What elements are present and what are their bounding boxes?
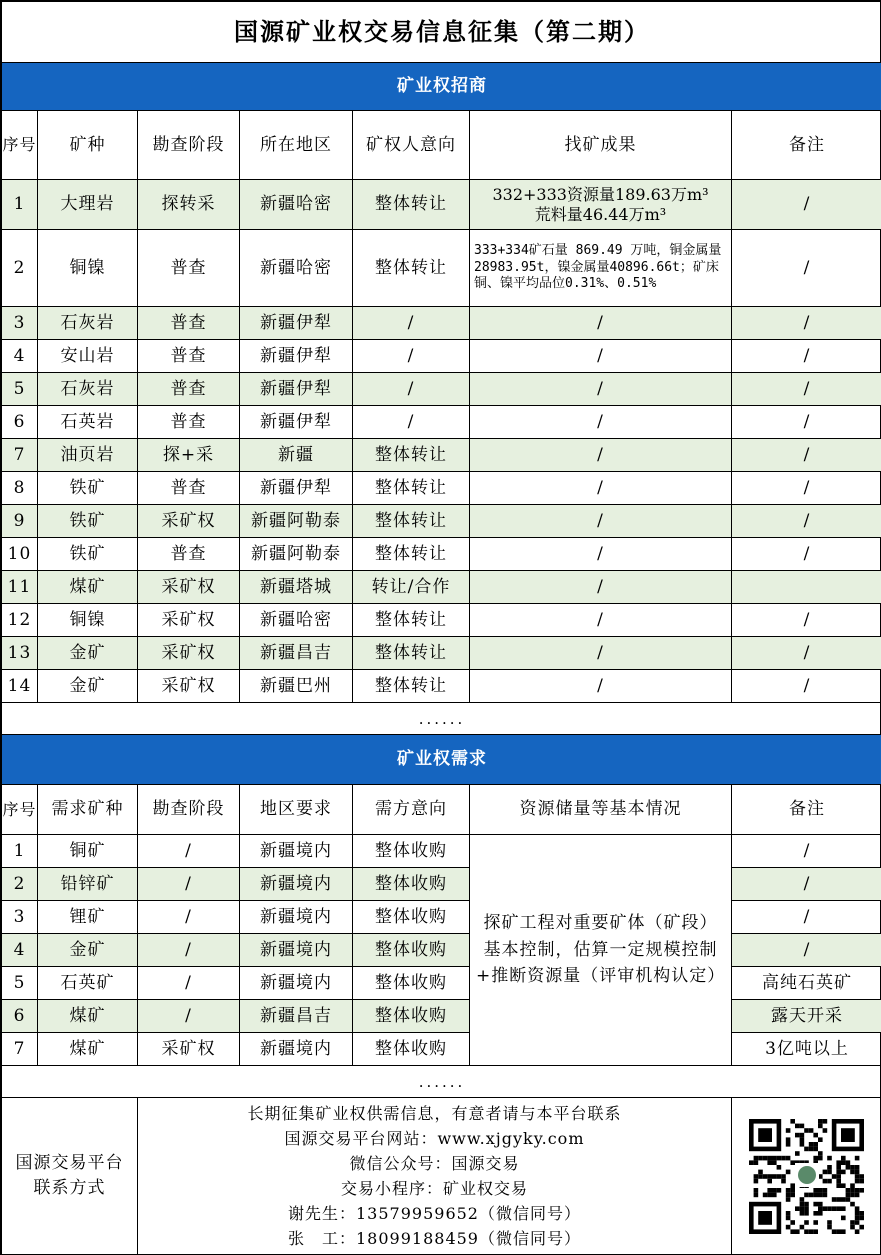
cell-result: / bbox=[470, 571, 732, 604]
cell-result: / bbox=[470, 670, 732, 703]
cell-region: 新疆哈密 bbox=[240, 604, 353, 637]
cell-stage: 采矿权 bbox=[138, 604, 240, 637]
cell-region: 新疆昌吉 bbox=[240, 1000, 353, 1033]
cell-note: / bbox=[732, 439, 881, 472]
cell-result: / bbox=[470, 373, 732, 406]
cell-note: / bbox=[732, 934, 881, 967]
cell-note: / bbox=[732, 835, 881, 868]
cell-mineral: 煤矿 bbox=[38, 1033, 138, 1066]
header-mineral: 矿种 bbox=[38, 111, 138, 180]
header-no: 序号 bbox=[2, 785, 38, 835]
cell-no: 6 bbox=[2, 1000, 38, 1033]
cell-no: 5 bbox=[2, 967, 38, 1000]
cell-mineral: 安山岩 bbox=[38, 340, 138, 373]
cell-note bbox=[732, 571, 881, 604]
cell-result: / bbox=[470, 340, 732, 373]
table-row bbox=[2, 505, 881, 538]
cell-mineral: 煤矿 bbox=[38, 1000, 138, 1033]
table-row bbox=[2, 180, 881, 230]
cell-no: 5 bbox=[2, 373, 38, 406]
header-result: 找矿成果 bbox=[470, 111, 732, 180]
table-row bbox=[2, 472, 881, 505]
cell-intent: / bbox=[353, 373, 470, 406]
cell-note: / bbox=[732, 340, 881, 373]
cell-region: 新疆阿勒泰 bbox=[240, 505, 353, 538]
qr-cell bbox=[732, 1098, 881, 1255]
cell-stage: / bbox=[138, 835, 240, 868]
cell-mineral: 油页岩 bbox=[38, 439, 138, 472]
table-row bbox=[2, 604, 881, 637]
contact-info bbox=[138, 1098, 732, 1255]
cell-result: / bbox=[470, 472, 732, 505]
cell-note: 高纯石英矿 bbox=[732, 967, 881, 1000]
cell-no: 1 bbox=[2, 180, 38, 230]
cell-note: / bbox=[732, 180, 881, 230]
header-mineral: 需求矿种 bbox=[38, 785, 138, 835]
cell-intent: 整体转让 bbox=[353, 472, 470, 505]
cell-result: / bbox=[470, 637, 732, 670]
cell-mineral: 金矿 bbox=[38, 637, 138, 670]
cell-note: / bbox=[732, 901, 881, 934]
cell-stage: 普查 bbox=[138, 307, 240, 340]
cell-result: / bbox=[470, 604, 732, 637]
contact-website[interactable]: 国源交易平台网站：www.xjgyky.com bbox=[284, 1129, 585, 1148]
cell-no: 7 bbox=[2, 1033, 38, 1066]
cell-intent: 整体转让 bbox=[353, 538, 470, 571]
cell-mineral: 大理岩 bbox=[38, 180, 138, 230]
cell-stage: 普查 bbox=[138, 340, 240, 373]
cell-stage: 采矿权 bbox=[138, 670, 240, 703]
cell-intent: 整体转让 bbox=[353, 439, 470, 472]
cell-no: 11 bbox=[2, 571, 38, 604]
cell-region: 新疆境内 bbox=[240, 934, 353, 967]
header-info: 资源储量等基本情况 bbox=[470, 785, 732, 835]
cell-intent: 整体收购 bbox=[353, 901, 470, 934]
table-row bbox=[2, 934, 881, 967]
table-row bbox=[2, 670, 881, 703]
cell-stage: 采矿权 bbox=[138, 571, 240, 604]
cell-intent: 整体转让 bbox=[353, 637, 470, 670]
cell-note: / bbox=[732, 670, 881, 703]
cell-note: / bbox=[732, 868, 881, 901]
cell-result: / bbox=[470, 439, 732, 472]
cell-region: 新疆伊犁 bbox=[240, 373, 353, 406]
cell-stage: 普查 bbox=[138, 373, 240, 406]
contact-phone-xie: 谢先生：13579959652（微信同号） bbox=[288, 1204, 581, 1223]
header-stage: 勘查阶段 bbox=[138, 785, 240, 835]
cell-no: 4 bbox=[2, 934, 38, 967]
cell-result: 332+333资源量189.63万m³ 荒料量46.44万m³ bbox=[470, 180, 732, 230]
cell-result: 333+334矿石量 869.49 万吨，铜金属量28983.95t，镍金属量40896.66t；矿床铜、镍平均品位0.31%、0.51% bbox=[470, 230, 732, 307]
cell-note: / bbox=[732, 406, 881, 439]
cell-intent: / bbox=[353, 340, 470, 373]
table-row bbox=[2, 340, 881, 373]
cell-stage: / bbox=[138, 1000, 240, 1033]
table-row bbox=[2, 439, 881, 472]
contact-line: 长期征集矿业权供需信息，有意者请与本平台联系 bbox=[247, 1104, 622, 1123]
cell-region: 新疆境内 bbox=[240, 868, 353, 901]
cell-intent: 整体转让 bbox=[353, 505, 470, 538]
cell-intent: / bbox=[353, 307, 470, 340]
cell-mineral: 铁矿 bbox=[38, 472, 138, 505]
cell-intent: 整体转让 bbox=[353, 230, 470, 307]
cell-mineral: 铁矿 bbox=[38, 505, 138, 538]
table-row bbox=[2, 571, 881, 604]
cell-no: 2 bbox=[2, 230, 38, 307]
cell-mineral: 石灰岩 bbox=[38, 307, 138, 340]
cell-intent: 整体收购 bbox=[353, 1000, 470, 1033]
ellipsis-row: ...... bbox=[2, 1066, 881, 1098]
header-no: 序号 bbox=[2, 111, 38, 180]
cell-region: 新疆哈密 bbox=[240, 230, 353, 307]
cell-intent: 整体转让 bbox=[353, 604, 470, 637]
contact-label: 国源交易平台联系方式 bbox=[2, 1098, 138, 1255]
cell-mineral: 铁矿 bbox=[38, 538, 138, 571]
cell-no: 3 bbox=[2, 901, 38, 934]
header-note: 备注 bbox=[732, 111, 881, 180]
cell-region: 新疆伊犁 bbox=[240, 307, 353, 340]
cell-note: / bbox=[732, 505, 881, 538]
cell-no: 14 bbox=[2, 670, 38, 703]
cell-note: / bbox=[732, 373, 881, 406]
cell-region: 新疆巴州 bbox=[240, 670, 353, 703]
cell-intent: 转让/合作 bbox=[353, 571, 470, 604]
cell-stage: 采矿权 bbox=[138, 1033, 240, 1066]
header-intent: 需方意向 bbox=[353, 785, 470, 835]
cell-no: 3 bbox=[2, 307, 38, 340]
header-intent: 矿权人意向 bbox=[353, 111, 470, 180]
cell-mineral: 石英矿 bbox=[38, 967, 138, 1000]
cell-no: 2 bbox=[2, 868, 38, 901]
cell-mineral: 石灰岩 bbox=[38, 373, 138, 406]
section-band-demand: 矿业权需求 bbox=[2, 735, 881, 785]
cell-region: 新疆境内 bbox=[240, 1033, 353, 1066]
contact-wechat: 微信公众号：国源交易 bbox=[349, 1154, 520, 1173]
cell-note: / bbox=[732, 538, 881, 571]
table-row bbox=[2, 373, 881, 406]
cell-note: / bbox=[732, 472, 881, 505]
cell-stage: / bbox=[138, 868, 240, 901]
cell-no: 9 bbox=[2, 505, 38, 538]
cell-mineral: 金矿 bbox=[38, 934, 138, 967]
cell-intent: 整体收购 bbox=[353, 967, 470, 1000]
cell-no: 6 bbox=[2, 406, 38, 439]
cell-region: 新疆阿勒泰 bbox=[240, 538, 353, 571]
cell-result: / bbox=[470, 505, 732, 538]
table-row bbox=[2, 538, 881, 571]
table-row bbox=[2, 307, 881, 340]
cell-region: 新疆境内 bbox=[240, 901, 353, 934]
cell-region: 新疆伊犁 bbox=[240, 340, 353, 373]
ellipsis-row: ...... bbox=[2, 703, 881, 735]
cell-stage: 采矿权 bbox=[138, 637, 240, 670]
cell-region: 新疆伊犁 bbox=[240, 406, 353, 439]
table-row bbox=[2, 637, 881, 670]
table-row bbox=[2, 1033, 881, 1066]
cell-result: / bbox=[470, 406, 732, 439]
cell-note: / bbox=[732, 604, 881, 637]
cell-stage: / bbox=[138, 934, 240, 967]
qr-code-icon[interactable] bbox=[743, 1117, 871, 1235]
cell-mineral: 铜镍 bbox=[38, 230, 138, 307]
header-region: 所在地区 bbox=[240, 111, 353, 180]
cell-intent: 整体转让 bbox=[353, 180, 470, 230]
cell-region: 新疆昌吉 bbox=[240, 637, 353, 670]
cell-no: 1 bbox=[2, 835, 38, 868]
cell-mineral: 锂矿 bbox=[38, 901, 138, 934]
cell-intent: 整体收购 bbox=[353, 934, 470, 967]
cell-stage: 普查 bbox=[138, 406, 240, 439]
cell-stage: 采矿权 bbox=[138, 505, 240, 538]
table-row bbox=[2, 835, 881, 868]
cell-stage: 探转采 bbox=[138, 180, 240, 230]
cell-stage: 探+采 bbox=[138, 439, 240, 472]
contact-phone-zhang: 张 工：18099188459（微信同号） bbox=[288, 1229, 581, 1248]
cell-mineral: 煤矿 bbox=[38, 571, 138, 604]
cell-stage: 普查 bbox=[138, 230, 240, 307]
cell-no: 4 bbox=[2, 340, 38, 373]
page-title: 国源矿业权交易信息征集（第二期） bbox=[2, 2, 881, 63]
cell-stage: 普查 bbox=[138, 538, 240, 571]
cell-mineral: 铜矿 bbox=[38, 835, 138, 868]
cell-no: 10 bbox=[2, 538, 38, 571]
cell-region: 新疆哈密 bbox=[240, 180, 353, 230]
shared-info-cell: 探矿工程对重要矿体（矿段）基本控制，估算一定规模控制+推断资源量（评审机构认定） bbox=[470, 835, 732, 1066]
cell-intent: 整体收购 bbox=[353, 835, 470, 868]
cell-note: / bbox=[732, 637, 881, 670]
table-row bbox=[2, 406, 881, 439]
cell-no: 7 bbox=[2, 439, 38, 472]
header-region: 地区要求 bbox=[240, 785, 353, 835]
cell-note: 露天开采 bbox=[732, 1000, 881, 1033]
cell-intent: 整体收购 bbox=[353, 868, 470, 901]
header-stage: 勘查阶段 bbox=[138, 111, 240, 180]
cell-intent: 整体收购 bbox=[353, 1033, 470, 1066]
cell-intent: 整体转让 bbox=[353, 670, 470, 703]
cell-intent: / bbox=[353, 406, 470, 439]
cell-region: 新疆伊犁 bbox=[240, 472, 353, 505]
main-table bbox=[1, 1, 881, 1255]
cell-result: / bbox=[470, 538, 732, 571]
cell-region: 新疆境内 bbox=[240, 967, 353, 1000]
cell-mineral: 铅锌矿 bbox=[38, 868, 138, 901]
cell-region: 新疆塔城 bbox=[240, 571, 353, 604]
contact-miniprogram: 交易小程序：矿业权交易 bbox=[340, 1179, 528, 1198]
table-row bbox=[2, 967, 881, 1000]
cell-note: 3亿吨以上 bbox=[732, 1033, 881, 1066]
table-row bbox=[2, 1000, 881, 1033]
cell-note: / bbox=[732, 230, 881, 307]
cell-no: 8 bbox=[2, 472, 38, 505]
cell-stage: 普查 bbox=[138, 472, 240, 505]
header-note: 备注 bbox=[732, 785, 881, 835]
cell-no: 13 bbox=[2, 637, 38, 670]
cell-result: / bbox=[470, 307, 732, 340]
cell-mineral: 铜镍 bbox=[38, 604, 138, 637]
cell-note: / bbox=[732, 307, 881, 340]
cell-no: 12 bbox=[2, 604, 38, 637]
cell-stage: / bbox=[138, 967, 240, 1000]
section-band-supply: 矿业权招商 bbox=[2, 63, 881, 111]
table-row bbox=[2, 868, 881, 901]
table-row bbox=[2, 230, 881, 307]
cell-stage: / bbox=[138, 901, 240, 934]
table-row bbox=[2, 901, 881, 934]
cell-region: 新疆 bbox=[240, 439, 353, 472]
cell-region: 新疆境内 bbox=[240, 835, 353, 868]
cell-mineral: 金矿 bbox=[38, 670, 138, 703]
cell-mineral: 石英岩 bbox=[38, 406, 138, 439]
